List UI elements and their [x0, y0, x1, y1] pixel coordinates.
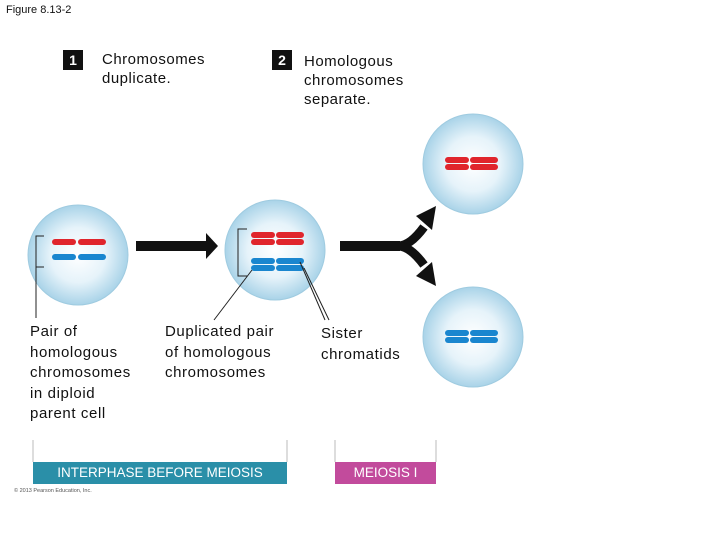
fork-arrow-icon	[340, 206, 436, 286]
parent-chromosome-red	[52, 239, 106, 245]
parent-label-line-2: homologous	[30, 343, 118, 361]
step-1-line-2: duplicate.	[102, 70, 172, 87]
sister-chromatids-label	[321, 324, 400, 365]
sister-label-line-2: chromatids	[321, 345, 401, 363]
step-1-number: 1	[63, 50, 83, 70]
copyright-text: © 2013 Pearson Education, Inc.	[14, 488, 92, 494]
figure-title: Figure 8.13-2	[6, 4, 72, 16]
step-2-line-2: chromosomes	[304, 72, 404, 89]
parent-chromosome-blue	[52, 254, 106, 260]
parent-cell-label	[30, 322, 131, 425]
meiosis-bar: MEIOSIS I	[335, 462, 436, 484]
parent-label-line-4: in diploid	[30, 384, 96, 402]
step-1-line-1: Chromosomes	[102, 51, 206, 68]
parent-label-line-5: parent cell	[30, 405, 106, 422]
parent-label-line-3: chromosomes	[30, 364, 131, 381]
step-2-line-1: Homologous	[304, 53, 394, 70]
step-2-number: 2	[272, 50, 292, 70]
duplicated-label-line-2: of homologous	[165, 343, 272, 361]
duplicated-pair-label	[165, 322, 274, 384]
interphase-bar: INTERPHASE BEFORE MEIOSIS	[33, 462, 287, 484]
parent-label-line-1: Pair of	[30, 323, 78, 340]
duplicated-label-line-3: chromosomes	[165, 364, 266, 381]
step-2-line-3: separate.	[304, 91, 372, 108]
duplicated-label-line-1: Duplicated pair	[165, 323, 275, 340]
parent-cell	[28, 205, 128, 305]
sister-label-line-1: Sister	[321, 325, 363, 342]
arrow-right-icon	[136, 233, 218, 259]
